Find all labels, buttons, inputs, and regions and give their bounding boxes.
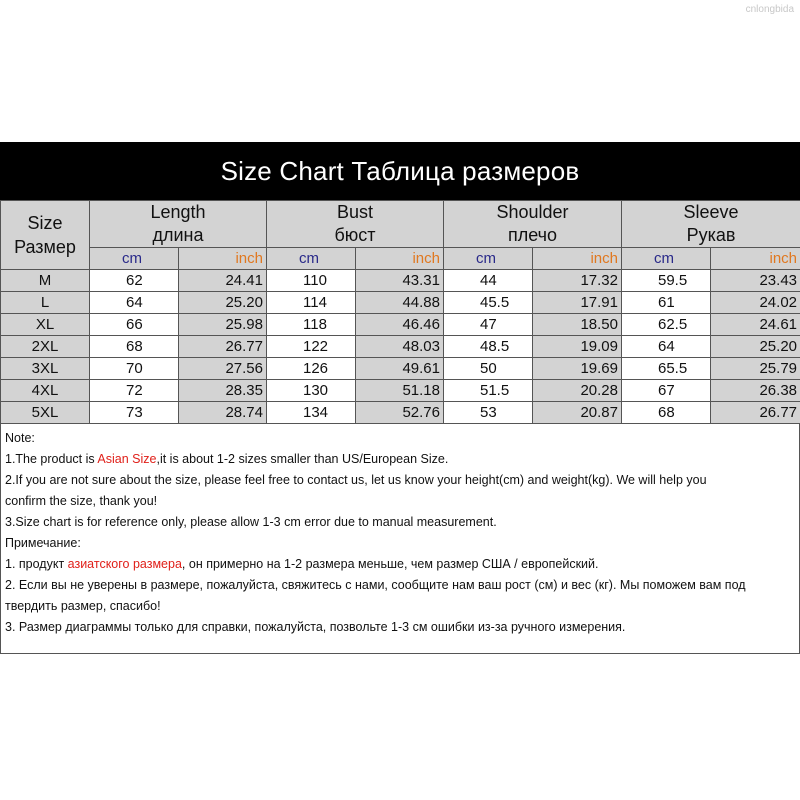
shoulder-cm-cell: 48.5: [444, 336, 533, 358]
note-1-pre: 1.The product is: [5, 452, 98, 466]
size-header-ru: Размер: [14, 237, 76, 257]
bust-cm-cell: 114: [267, 292, 356, 314]
length-header-ru: длина: [152, 225, 204, 245]
sleeve-header: [622, 201, 800, 248]
sleeve-header-en: Sleeve: [683, 202, 739, 222]
table-row: [1, 402, 800, 424]
sleeve-inch-cell: 26.38: [711, 380, 800, 402]
note-1-post: ,it is about 1-2 sizes smaller than US/European Size.: [156, 452, 449, 466]
notes: [0, 424, 800, 654]
shoulder-inch-cell: 17.32: [533, 270, 622, 292]
length-cm-cell: 73: [90, 402, 179, 424]
length-inch-cell: 25.98: [179, 314, 267, 336]
shoulder-inch-cell: 17.91: [533, 292, 622, 314]
sleeve-inch-cell: 26.77: [711, 402, 800, 424]
unit-inch-bust: inch: [356, 248, 444, 270]
size-header: [1, 201, 90, 270]
table-row: [1, 358, 800, 380]
size-table: [0, 200, 800, 424]
size-label: 5XL: [1, 402, 90, 424]
shoulder-inch-cell: 18.50: [533, 314, 622, 336]
length-cm-cell: 66: [90, 314, 179, 336]
unit-cm-bust: cm: [267, 248, 356, 270]
shoulder-inch-cell: 20.28: [533, 380, 622, 402]
length-cm-cell: 64: [90, 292, 179, 314]
size-chart: [0, 142, 800, 654]
bust-inch-cell: 49.61: [356, 358, 444, 380]
length-inch-cell: 28.74: [179, 402, 267, 424]
bust-cm-cell: 118: [267, 314, 356, 336]
size-label: XL: [1, 314, 90, 336]
sleeve-inch-cell: 24.61: [711, 314, 800, 336]
ru-note-1-pre: 1. продукт: [5, 557, 68, 571]
sleeve-inch-cell: 25.20: [711, 336, 800, 358]
shoulder-cm-cell: 50: [444, 358, 533, 380]
ru-note-2-line-a: 2. Если вы не уверены в размере, пожалуйста, свяжитесь с нами, сообщите нам ваш рост (см) и вес (кг). Мы поможем вам под: [5, 578, 746, 592]
size-label: 4XL: [1, 380, 90, 402]
sleeve-inch-cell: 24.02: [711, 292, 800, 314]
bust-header-ru: бюст: [334, 225, 376, 245]
header-row: [1, 201, 800, 248]
table-row: [1, 380, 800, 402]
length-cm-cell: 62: [90, 270, 179, 292]
size-label: L: [1, 292, 90, 314]
length-cm-cell: 72: [90, 380, 179, 402]
watermark: cnlongbida: [745, 4, 794, 15]
shoulder-inch-cell: 20.87: [533, 402, 622, 424]
size-label: 3XL: [1, 358, 90, 380]
sleeve-cm-cell: 65.5: [622, 358, 711, 380]
bust-inch-cell: 43.31: [356, 270, 444, 292]
note-2: [5, 470, 795, 512]
size-rows: [1, 270, 800, 424]
table-row: [1, 336, 800, 358]
ru-note-2: [5, 575, 795, 617]
length-inch-cell: 26.77: [179, 336, 267, 358]
ru-note-1-highlight: азиатского размера: [67, 557, 182, 571]
bust-cm-cell: 110: [267, 270, 356, 292]
bust-inch-cell: 52.76: [356, 402, 444, 424]
note-2-line-b: confirm the size, thank you!: [5, 494, 158, 508]
ru-note-1-post: , он примерно на 1-2 размера меньше, чем размер США / европейский.: [181, 557, 599, 571]
sleeve-header-ru: Рукав: [686, 225, 736, 245]
bust-cm-cell: 122: [267, 336, 356, 358]
length-header-en: Length: [150, 202, 206, 222]
length-inch-cell: 27.56: [179, 358, 267, 380]
shoulder-cm-cell: 51.5: [444, 380, 533, 402]
ru-note-label: Примечание:: [5, 536, 81, 550]
shoulder-header-ru: плечо: [507, 225, 558, 245]
ru-note-1: [5, 554, 795, 575]
sleeve-cm-cell: 61: [622, 292, 711, 314]
bust-inch-cell: 44.88: [356, 292, 444, 314]
bust-inch-cell: 46.46: [356, 314, 444, 336]
ru-note-3: 3. Размер диаграммы только для справки, пожалуйста, позвольте 1-3 см ошибки из-за ручного измерения.: [5, 620, 626, 634]
shoulder-inch-cell: 19.09: [533, 336, 622, 358]
sleeve-cm-cell: 59.5: [622, 270, 711, 292]
length-inch-cell: 24.41: [179, 270, 267, 292]
unit-cm-shoulder: cm: [444, 248, 533, 270]
size-label: M: [1, 270, 90, 292]
sleeve-cm-cell: 62.5: [622, 314, 711, 336]
length-cm-cell: 70: [90, 358, 179, 380]
note-label: Note:: [5, 431, 35, 445]
sleeve-cm-cell: 67: [622, 380, 711, 402]
chart-title: Size Chart Таблица размеров: [0, 142, 800, 200]
unit-inch-sleeve: inch: [711, 248, 800, 270]
size-header-en: Size: [27, 213, 63, 233]
sleeve-cm-cell: 64: [622, 336, 711, 358]
ru-note-2-line-b: твердить размер, спасибо!: [5, 599, 161, 613]
length-inch-cell: 28.35: [179, 380, 267, 402]
size-label: 2XL: [1, 336, 90, 358]
bust-header: [267, 201, 444, 248]
shoulder-cm-cell: 44: [444, 270, 533, 292]
unit-inch-shoulder: inch: [533, 248, 622, 270]
note-2-line-a: 2.If you are not sure about the size, please feel free to contact us, let us know your height(cm) and weight(kg). We will help you: [5, 473, 707, 487]
length-header: [90, 201, 267, 248]
unit-cm-length: cm: [90, 248, 179, 270]
note-1: [5, 449, 795, 470]
shoulder-cm-cell: 47: [444, 314, 533, 336]
shoulder-header-en: Shoulder: [496, 202, 569, 222]
bust-cm-cell: 130: [267, 380, 356, 402]
sleeve-inch-cell: 25.79: [711, 358, 800, 380]
bust-cm-cell: 126: [267, 358, 356, 380]
unit-inch-length: inch: [179, 248, 267, 270]
shoulder-cm-cell: 53: [444, 402, 533, 424]
bust-inch-cell: 48.03: [356, 336, 444, 358]
shoulder-cm-cell: 45.5: [444, 292, 533, 314]
unit-cm-sleeve: cm: [622, 248, 711, 270]
bust-header-en: Bust: [336, 202, 374, 222]
length-cm-cell: 68: [90, 336, 179, 358]
table-row: [1, 270, 800, 292]
shoulder-inch-cell: 19.69: [533, 358, 622, 380]
bust-inch-cell: 51.18: [356, 380, 444, 402]
note-3: 3.Size chart is for reference only, please allow 1-3 cm error due to manual measurement.: [5, 515, 497, 529]
bust-cm-cell: 134: [267, 402, 356, 424]
shoulder-header: [444, 201, 622, 248]
unit-row: [1, 248, 800, 270]
sleeve-inch-cell: 23.43: [711, 270, 800, 292]
note-1-highlight: Asian Size: [97, 452, 157, 466]
table-row: [1, 314, 800, 336]
sleeve-cm-cell: 68: [622, 402, 711, 424]
length-inch-cell: 25.20: [179, 292, 267, 314]
table-row: [1, 292, 800, 314]
